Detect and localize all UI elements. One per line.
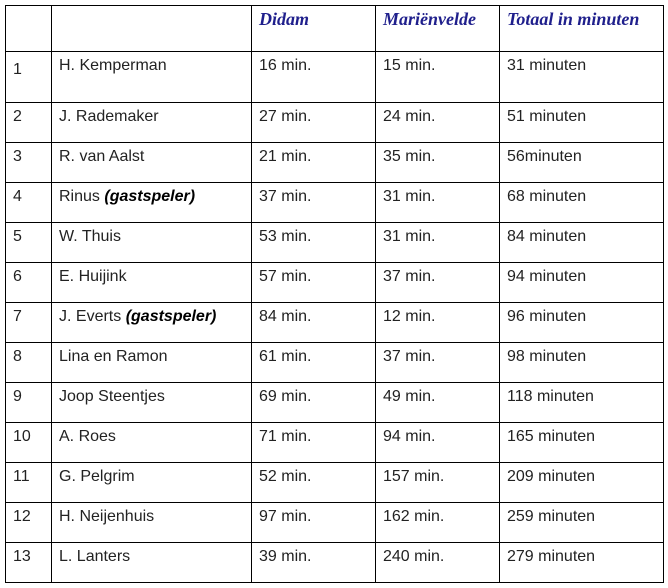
name-cell	[52, 503, 252, 543]
rank-cell: 6	[6, 263, 52, 303]
rank-cell: 8	[6, 343, 52, 383]
name-cell	[52, 223, 252, 263]
total-cell: 51 minuten	[500, 103, 664, 143]
marienvelde-cell: 157 min.	[376, 463, 500, 503]
marienvelde-cell: 24 min.	[376, 103, 500, 143]
header-row	[6, 6, 664, 52]
marienvelde-cell: 35 min.	[376, 143, 500, 183]
rank-cell: 12	[6, 503, 52, 543]
didam-cell: 84 min.	[252, 303, 376, 343]
player-name: G. Pelgrim	[59, 468, 135, 485]
rank-cell: 10	[6, 423, 52, 463]
rank-cell: 5	[6, 223, 52, 263]
table-row	[6, 343, 664, 383]
player-name: J. Everts	[59, 308, 126, 325]
marienvelde-cell: 49 min.	[376, 383, 500, 423]
total-cell: 31 minuten	[500, 52, 664, 103]
total-cell: 209 minuten	[500, 463, 664, 503]
player-name: W. Thuis	[59, 228, 121, 245]
name-cell	[52, 303, 252, 343]
header-rank	[6, 6, 52, 52]
header-total: Totaal in minuten	[500, 6, 664, 52]
total-cell: 84 minuten	[500, 223, 664, 263]
player-name: A. Roes	[59, 428, 116, 445]
total-cell: 118 minuten	[500, 383, 664, 423]
name-cell	[52, 423, 252, 463]
table-row	[6, 52, 664, 103]
table-row	[6, 423, 664, 463]
player-name: Lina en Ramon	[59, 348, 168, 365]
guest-label: (gastspeler)	[125, 308, 217, 325]
name-cell	[52, 103, 252, 143]
total-cell: 259 minuten	[500, 503, 664, 543]
didam-cell: 57 min.	[252, 263, 376, 303]
didam-cell: 16 min.	[252, 52, 376, 103]
name-cell	[52, 343, 252, 383]
name-cell	[52, 183, 252, 223]
total-cell: 94 minuten	[500, 263, 664, 303]
didam-cell: 27 min.	[252, 103, 376, 143]
marienvelde-cell: 31 min.	[376, 183, 500, 223]
marienvelde-cell: 37 min.	[376, 343, 500, 383]
rank-cell: 2	[6, 103, 52, 143]
rank-cell: 13	[6, 543, 52, 583]
rank-cell: 3	[6, 143, 52, 183]
rank-cell: 4	[6, 183, 52, 223]
didam-cell: 52 min.	[252, 463, 376, 503]
header-name	[52, 6, 252, 52]
marienvelde-cell: 37 min.	[376, 263, 500, 303]
table-row	[6, 223, 664, 263]
table-row	[6, 143, 664, 183]
player-name: H. Kemperman	[59, 57, 167, 74]
rank-cell: 11	[6, 463, 52, 503]
total-cell: 68 minuten	[500, 183, 664, 223]
results-table	[5, 5, 664, 583]
didam-cell: 53 min.	[252, 223, 376, 263]
total-cell: 96 minuten	[500, 303, 664, 343]
marienvelde-cell: 162 min.	[376, 503, 500, 543]
didam-cell: 71 min.	[252, 423, 376, 463]
rank-cell: 1	[6, 52, 52, 103]
table-row	[6, 303, 664, 343]
player-name: R. van Aalst	[59, 148, 145, 165]
header-marienvelde: Mariënvelde	[376, 6, 500, 52]
didam-cell: 97 min.	[252, 503, 376, 543]
player-name: J. Rademaker	[59, 108, 159, 125]
table-row	[6, 103, 664, 143]
name-cell	[52, 543, 252, 583]
marienvelde-cell: 12 min.	[376, 303, 500, 343]
player-name: H. Neijenhuis	[59, 508, 155, 525]
marienvelde-cell: 31 min.	[376, 223, 500, 263]
player-name: E. Huijink	[59, 268, 127, 285]
player-name: L. Lanters	[59, 548, 131, 565]
table-row	[6, 543, 664, 583]
table-row	[6, 183, 664, 223]
marienvelde-cell: 94 min.	[376, 423, 500, 463]
name-cell	[52, 463, 252, 503]
didam-cell: 69 min.	[252, 383, 376, 423]
didam-cell: 39 min.	[252, 543, 376, 583]
didam-cell: 37 min.	[252, 183, 376, 223]
table-row	[6, 383, 664, 423]
marienvelde-cell: 15 min.	[376, 52, 500, 103]
name-cell	[52, 383, 252, 423]
total-cell: 279 minuten	[500, 543, 664, 583]
rank-cell: 9	[6, 383, 52, 423]
name-cell	[52, 263, 252, 303]
marienvelde-cell: 240 min.	[376, 543, 500, 583]
total-cell: 56minuten	[500, 143, 664, 183]
didam-cell: 21 min.	[252, 143, 376, 183]
player-name: Joop Steentjes	[59, 388, 165, 405]
player-name: Rinus	[59, 188, 105, 205]
name-cell	[52, 143, 252, 183]
table-row	[6, 263, 664, 303]
total-cell: 98 minuten	[500, 343, 664, 383]
name-cell	[52, 52, 252, 103]
header-didam: Didam	[252, 6, 376, 52]
total-cell: 165 minuten	[500, 423, 664, 463]
table-row	[6, 503, 664, 543]
didam-cell: 61 min.	[252, 343, 376, 383]
rank-cell: 7	[6, 303, 52, 343]
guest-label: (gastspeler)	[104, 188, 196, 205]
table-row	[6, 463, 664, 503]
